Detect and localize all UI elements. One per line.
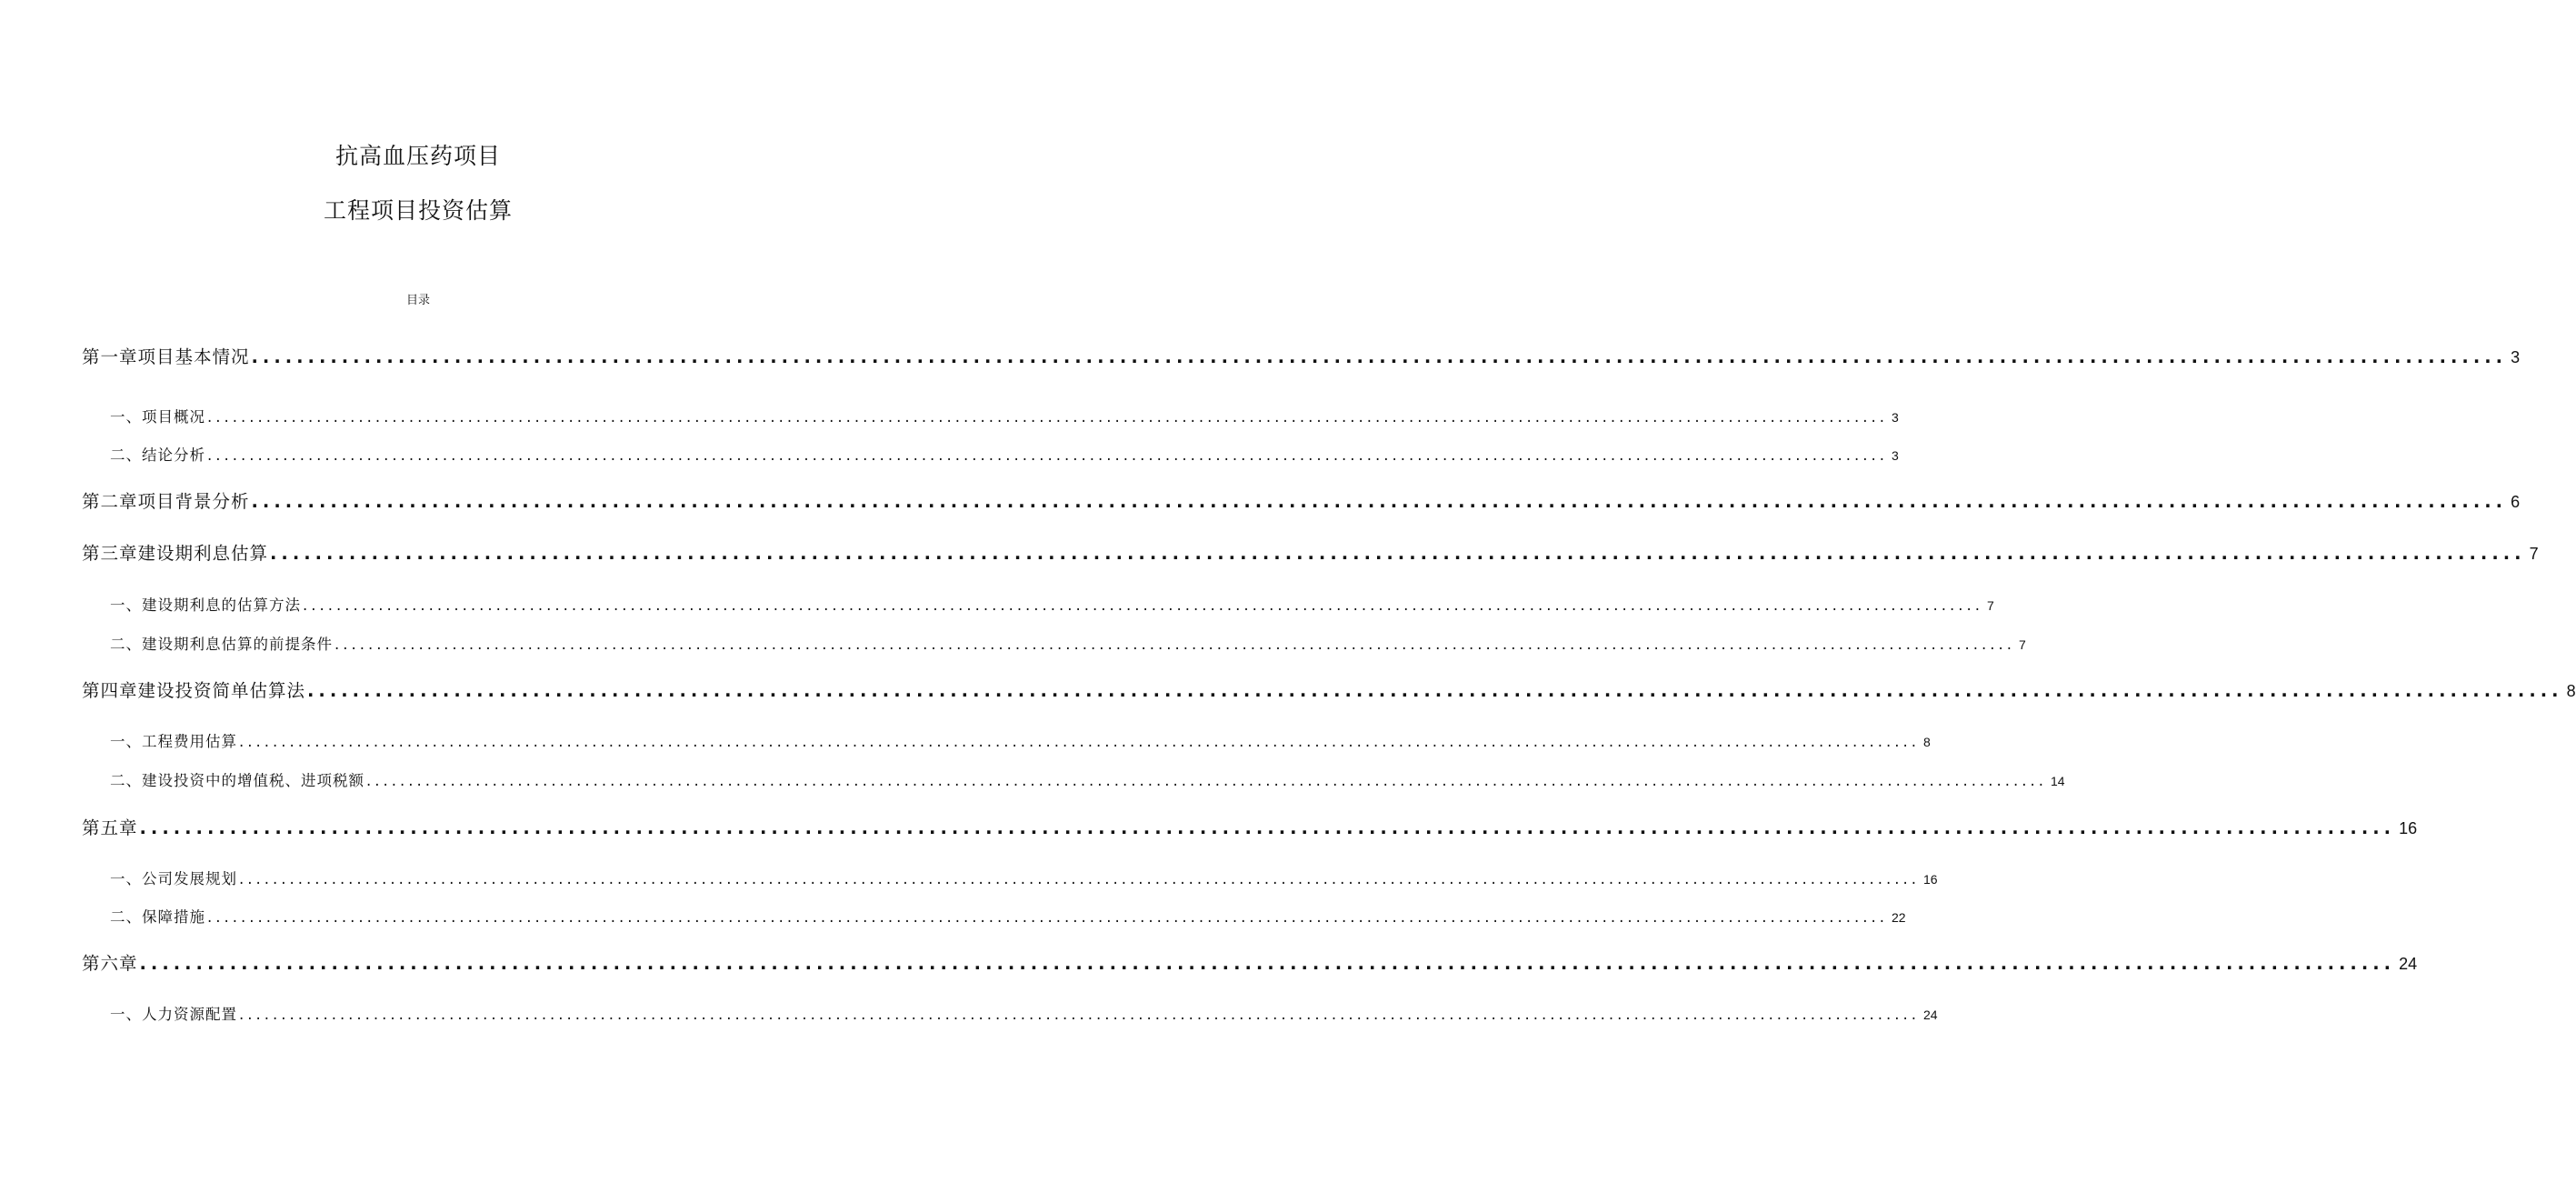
toc-page-number: 8: [2566, 682, 2576, 700]
toc-entry-chapter-6[interactable]: [82, 952, 2418, 976]
toc-page-number: 24: [2399, 955, 2418, 973]
toc-entry-label: 二、保障措施: [110, 908, 205, 926]
toc-entry-label: 第三章建设期利息估算: [82, 543, 269, 564]
toc-entry-chapter-5[interactable]: [82, 817, 2418, 840]
toc-entry-chapter-4[interactable]: [82, 679, 2576, 703]
toc-leader-dots: ........................................................................................................................................................................................................: [207, 446, 1888, 464]
toc-entry-label: 一、建设期利息的估算方法: [110, 597, 301, 614]
toc-entry-section-4-1[interactable]: [110, 732, 1931, 752]
toc-entry-label: 二、建设期利息估算的前提条件: [110, 636, 333, 653]
toc-page-number: 16: [2399, 819, 2418, 837]
toc-entry-section-5-1[interactable]: [110, 869, 1938, 889]
toc-page-number: 24: [1922, 1008, 1938, 1022]
document-subtitle: 工程项目投资估算: [323, 197, 513, 224]
toc-entry-label: 第四章建设投资简单估算法: [82, 680, 306, 701]
toc-page-number: 6: [2511, 493, 2521, 511]
toc-page-number: 3: [1891, 410, 1899, 425]
toc-entry-label: 第五章: [82, 817, 138, 838]
toc-leader-dots: ........................................................................................................................................................................................................: [207, 408, 1888, 426]
document-title: 抗高血压药项目: [334, 143, 501, 169]
toc-entry-section-6-1[interactable]: [110, 1005, 1938, 1025]
toc-entry-label: 第二章项目背景分析: [82, 491, 250, 512]
toc-leader-dots: ........................................................................................................................................................................................................: [239, 733, 1920, 750]
toc-entry-label: 第一章项目基本情况: [82, 346, 250, 367]
toc-leader-dots: ........................................................................................................................................................................................................: [239, 870, 1920, 887]
toc-leader-dots: ........................................................................................................................................................................................................: [251, 491, 2508, 512]
toc-leader-dots: ........................................................................................................................................................................................................: [239, 1006, 1920, 1023]
toc-entry-label: 一、项目概况: [110, 408, 205, 426]
toc-page-number: 7: [2529, 545, 2539, 563]
toc-page-number: 3: [1891, 448, 1899, 463]
toc-leader-dots: ........................................................................................................................................................................................................: [139, 817, 2396, 838]
toc-leader-dots: ........................................................................................................................................................................................................: [251, 346, 2508, 367]
toc-entry-label: 第六章: [82, 953, 138, 974]
toc-entry-label: 二、建设投资中的增值税、进项税额: [110, 772, 364, 789]
toc-entry-section-5-2[interactable]: [110, 907, 1906, 927]
toc-entry-section-3-1[interactable]: [110, 596, 1994, 616]
toc-page-number: 7: [2018, 637, 2026, 652]
toc-leader-dots: ........................................................................................................................................................................................................: [139, 953, 2396, 974]
toc-page-number: 16: [1922, 872, 1938, 887]
toc-page-number: 14: [2050, 774, 2065, 788]
toc-leader-dots: ........................................................................................................................................................................................................: [366, 772, 2047, 789]
toc-page-number: 8: [1922, 735, 1931, 749]
toc-page-number: 3: [2511, 348, 2521, 366]
toc-entry-label: 一、公司发展规划: [110, 870, 237, 887]
toc-leader-dots: ........................................................................................................................................................................................................: [307, 680, 2563, 701]
toc-entry-section-1-1[interactable]: [110, 407, 1899, 427]
toc-entry-chapter-3[interactable]: [82, 542, 2539, 566]
toc-leader-dots: ........................................................................................................................................................................................................: [207, 908, 1888, 926]
toc-entry-chapter-2[interactable]: [82, 490, 2521, 514]
toc-entry-section-3-2[interactable]: [110, 635, 2026, 655]
toc-leader-dots: ........................................................................................................................................................................................................: [270, 543, 2526, 564]
toc-entry-section-4-2[interactable]: [110, 771, 2065, 791]
toc-heading: 目录: [405, 294, 430, 307]
toc-entry-section-1-2[interactable]: [110, 446, 1899, 466]
toc-entry-chapter-1[interactable]: [82, 346, 2521, 369]
toc-page-number: 7: [1986, 598, 1994, 613]
toc-leader-dots: ........................................................................................................................................................................................................: [334, 636, 2015, 653]
toc-entry-label: 一、人力资源配置: [110, 1006, 237, 1023]
toc-entry-label: 一、工程费用估算: [110, 733, 237, 750]
toc-entry-label: 二、结论分析: [110, 446, 205, 464]
toc-leader-dots: ........................................................................................................................................................................................................: [303, 597, 1983, 614]
toc-page-number: 22: [1891, 910, 1906, 925]
